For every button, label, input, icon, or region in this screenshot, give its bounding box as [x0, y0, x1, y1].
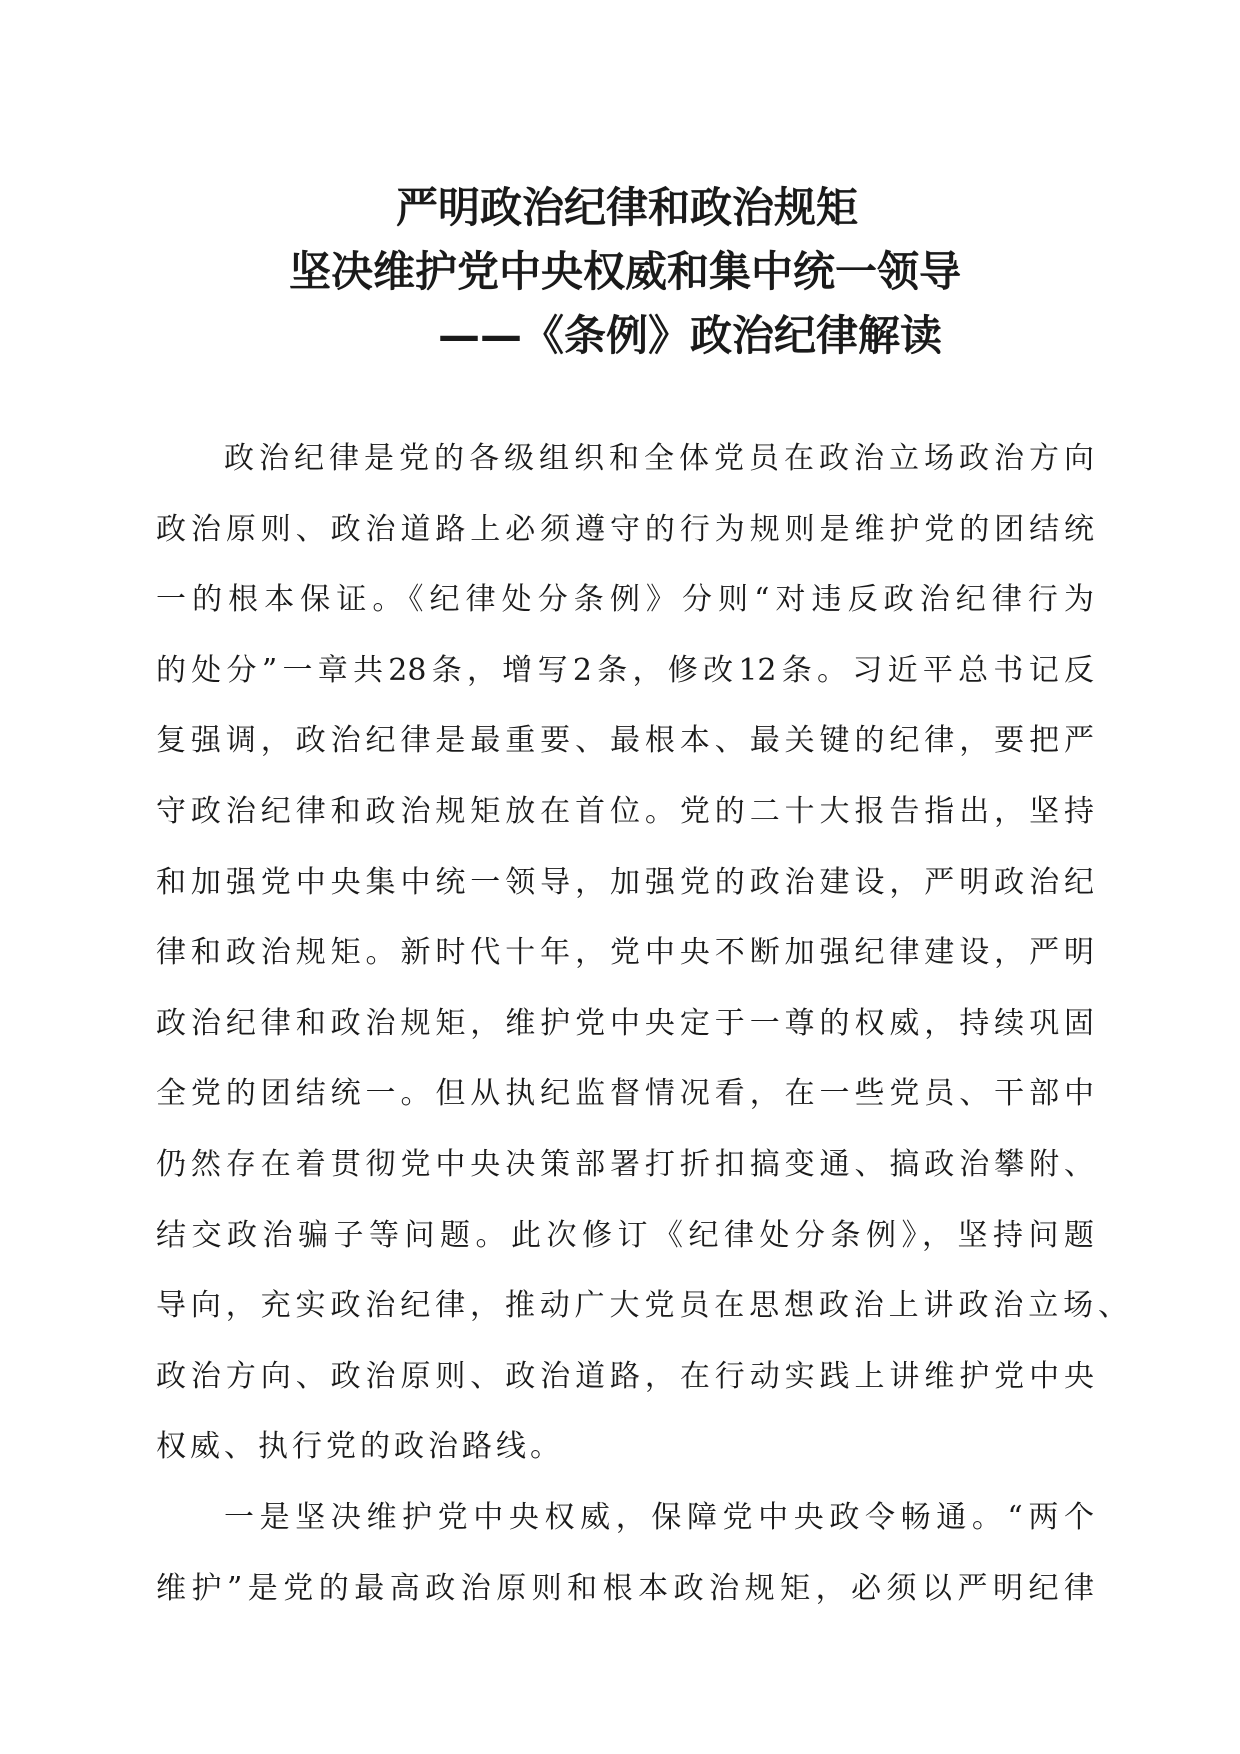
paragraph-line: 维护”是党的最高政治原则和根本政治规矩，必须以严明纪律	[156, 1570, 1094, 1606]
paragraph-line: 守政治纪律和政治规矩放在首位。党的二十大报告指出，坚持	[156, 793, 1094, 829]
paragraph-line: 和加强党中央集中统一领导，加强党的政治建设，严明政治纪	[156, 864, 1094, 900]
paragraph-line: 权威、执行党的政治路线。	[156, 1429, 564, 1465]
paragraph-line: 的处分”一章共28条，增写2条，修改12条。习近平总书记反	[156, 652, 1094, 688]
paragraph-line: 政治原则、政治道路上必须遵守的行为规则是维护党的团结统	[156, 511, 1094, 547]
document-body	[156, 441, 1128, 1644]
subtitle-line: ——《条例》政治纪律解读	[437, 311, 942, 360]
document-title	[0, 176, 1240, 368]
paragraph-line: 政治纪律和政治规矩，维护党中央定于一尊的权威，持续巩固	[156, 1005, 1094, 1041]
paragraph-2	[156, 1499, 1094, 1606]
paragraph-line: 一是坚决维护党中央权威，保障党中央政令畅通。“两个	[224, 1499, 1094, 1535]
paragraph-1	[156, 441, 1128, 1465]
paragraph-line: 全党的团结统一。但从执纪监督情况看，在一些党员、干部中	[156, 1076, 1094, 1112]
paragraph-line: 导向，充实政治纪律，推动广大党员在思想政治上讲政治立场、	[156, 1288, 1128, 1324]
title-line-1: 严明政治纪律和政治规矩	[395, 183, 858, 232]
title-line-2: 坚决维护党中央权威和集中统一领导	[288, 247, 961, 296]
paragraph-line: 仍然存在着贯彻党中央决策部署打折扣搞变通、搞政治攀附、	[156, 1146, 1094, 1182]
paragraph-line: 一的根本保证。《纪律处分条例》分则“对违反政治纪律行为	[156, 582, 1094, 618]
paragraph-line: 政治方向、政治原则、政治道路，在行动实践上讲维护党中央	[156, 1358, 1094, 1394]
paragraph-line: 政治纪律是党的各级组织和全体党员在政治立场政治方向	[224, 441, 1094, 476]
paragraph-line: 结交政治骗子等问题。此次修订《纪律处分条例》，坚持问题	[156, 1217, 1094, 1253]
paragraph-line: 复强调，政治纪律是最重要、最根本、最关键的纪律，要把严	[156, 723, 1094, 759]
paragraph-line: 律和政治规矩。新时代十年，党中央不断加强纪律建设，严明	[156, 935, 1094, 971]
